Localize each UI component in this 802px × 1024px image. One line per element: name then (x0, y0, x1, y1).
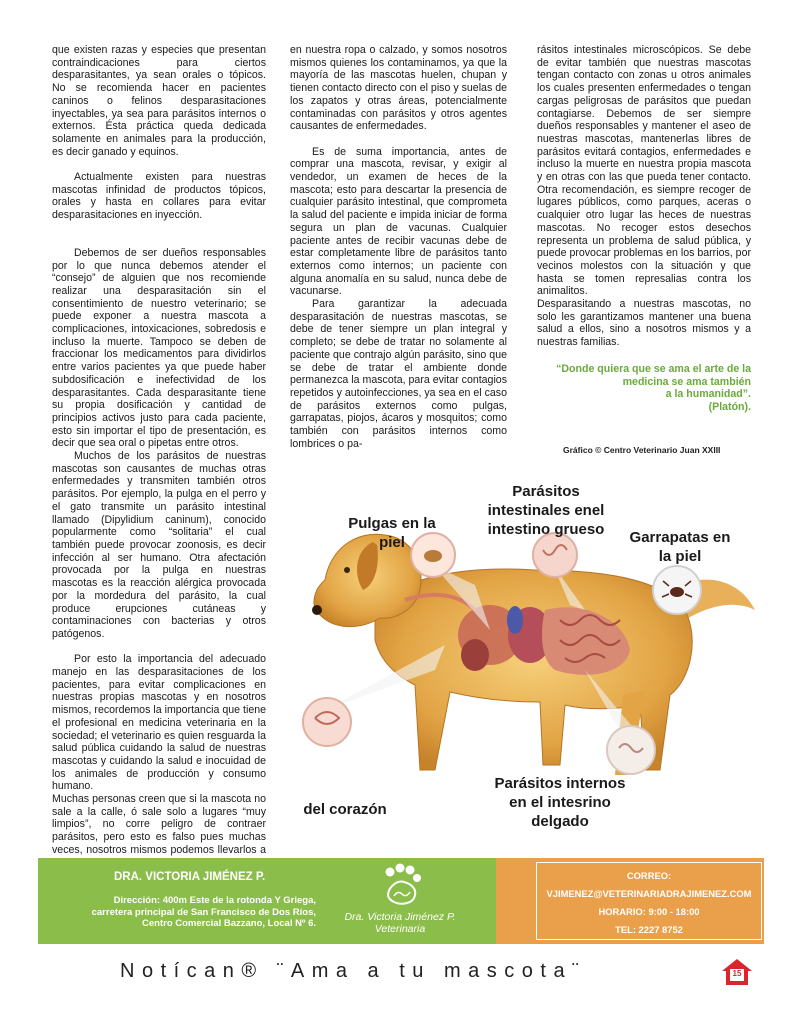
article-column-2 (290, 44, 507, 450)
banner-right (496, 858, 764, 944)
plato-quote: “Donde quiera que se ama el arte de la medicina se ama también a la humanidad”. (Platón). (556, 362, 751, 413)
page-number: 15 (732, 969, 742, 978)
hours: HORARIO: 9:00 - 18:00 (598, 906, 700, 917)
magazine-tagline: Notícan® ¨Ama a tu mascota¨ (120, 960, 587, 982)
label-heart: del corazón (303, 801, 387, 818)
paragraph: Es de suma importancia, antes de comprar una mascota, revisar, y exigir al vendedor, un examen de heces de la mascota; esto para descartar la presencia de cualquier parásito intestinal, que comprometa la salud del paciente e impida iniciar de forma segura un plan de vacunas. Cualquier paciente antes de recibir vacunas debe de estar completamente libre de parásitos tanto externos como internos; un paciente con alguna anomalía en su salud, nunca debe de vacunarse. (290, 145, 507, 298)
paragraph: que existen razas y especies que presentan contraindicaciones para ciertos desparasitantes, ya sean orales o tópicos. No se recomienda hacer en pacientes caninos o felinos desparasitaciones inyectables, ya sea para parásitos internos o externos. Ésta práctica queda dedicada solamente en animales para la producción, es decir ganado y equinos. (52, 44, 266, 158)
label-large-intestine: Parásitos intestinales enel intestino grueso (487, 483, 605, 538)
paw-logo-icon (378, 862, 428, 910)
paragraph: en nuestra ropa o calzado, y somos nosotros mismos quienes los contaminamos, ya que la mayoría de las mascotas huelen, chupan y tienen contacto directo con el piso y suelas de los zapatos y otras áreas, potencialmente contaminadas con parásitos y otros agentes causantes de enfermedades. (290, 44, 507, 133)
clinic-address: Dirección: 400m Este de la rotonda Y Griega, carretera principal de San Francisco de Dos Ríos, Centro Comercial Bazzano, Local Nº 6. (91, 895, 316, 929)
phone: TEL: 2227 8752 (615, 924, 683, 935)
signature: Dra. Victoria Jiménez P. Veterinaria (344, 911, 456, 935)
dog-parasites-illustration (285, 470, 765, 840)
email-link[interactable]: VJIMENEZ@VETERINARIADRAJIMENEZ.COM (546, 888, 752, 899)
paragraph: Para garantizar la adecuada desparasitación de nuestras mascotas, se debe de tener siempre un plan integral y completo; se debe de tratar no solamente al paciente que contrajo algún parásito, sino que se debe de tratar el ambiente donde permanezca la mascota, para evitar contagios repetidos y autoinfecciones, ya sea en el caso de parásitos externos como pulgas, garrapatas, piojos, ácaros y mosquitos; como también con parásitos internos como lombrices o pa- (290, 298, 507, 450)
banner-left (38, 858, 496, 944)
paragraph: Muchas personas creen que si la mascota no sale a la calle, ó sale solo a lugares “muy limpios”, no corre peligro de contraer parásitos, pero esto es falso pues muchas veces, nosotros mismos podemos llevarlos a (52, 793, 266, 856)
article-column-3 (537, 44, 751, 414)
paragraph: Actualmente existen para nuestras mascotas infinidad de productos tópicos, orales y hasta en collares para evitar desparasitaciones en inyección. (52, 171, 266, 222)
label-fleas: Pulgas en la piel (348, 515, 436, 551)
label-small-intestine: Parásitos internos en el intesrino delgado (494, 775, 626, 830)
graphic-credit: Gráfico © Centro Veterinario Juan XXIII (563, 445, 721, 455)
vet-name: DRA. VICTORIA JIMÉNEZ P. (114, 871, 266, 883)
label-ticks: Garrapatas en la piel (629, 529, 731, 565)
paragraph: Muchos de los parásitos de nuestras mascotas son causantes de muchas otras enfermedades y transmiten también otros parásitos. Por ejemplo, la pulga en el perro y el gato transmite un parásito intestinal llamado (Dipylidium caninum), conocido popularmente como “solitaria” el cual también puede provocar zoonosis, es decir infección al ser humano. Otra afectación provocada por la pulga en nuestras mascotas es la reacción alérgica provocada por la mordedura del parásito, la cual produce erupciones cutáneas y contaminaciones con bacterias y otros patógenos. (52, 450, 266, 640)
paragraph: Debemos de ser dueños responsables por lo que nunca debemos atender el “consejo” de alguien que nos recomiende realizar una desparasitación sin el consentimiento de nuestro veterinario; se puede exponer a nuestra mascota a complicaciones, intoxicaciones, sobredosis e incluso la muerte. Tampoco se deben de fraccionar los medicamentos para dividirlos entre varios pacientes ya que puede haber subdosificación e inefectividad de los desparasitantes. Cada desparasitante tiene su propia dosificación y cantidad de principios activos justo para cada paciente, esto sin importar el tipo de presentación, es decir que sea oral o pipetas entre otros. (52, 246, 266, 450)
vet-clinic-banner (38, 858, 764, 944)
page-number-badge (718, 957, 756, 987)
email-label: CORREO: (626, 870, 672, 881)
paragraph: Por esto la importancia del adecuado manejo en las desparasitaciones de los pacientes, para evitar complicaciones en nuestras propias mascotas y en nosotros mismos, recordemos la importancia que tiene el profesional en medicina veterinaria en la sociedad; el veterinario es quien resguarda la salud pública cuidando la salud de nuestras mascotas y cuidando la salud e inocuidad de los animales de producción y consumo humano. (52, 653, 266, 793)
paragraph: rásitos intestinales microscópicos. Se debe de evitar también que nuestras mascotas tengan contacto con zonas u otros animales los cuales presenten enfermedades o tengan cargas peligrosas de parásitos que puedan contagiarse. Debemos de ser siempre dueños responsables y mantener el aseo de nuestras mascotas, mantenerlas libres de parásitos evitará contagios, enfermedades e incluso la muerte en nuestra propia mascota y en otras con las que pueda tener contacto. Otra recomendación, es siempre recoger de lugares públicos, como parques, aceras o cualquier otro lugar las heces de nuestras mascotas. No recoger estos desechos representa un problema de salud pública, y puede provocar problemas en los barrios, por vecinos molestos con la situación y que hasta se tomen represalias contra los animalitos. (537, 44, 751, 298)
paragraph: Desparasitando a nuestras mascotas, no solo les garantizamos mantener una buena salud a ellos, sino a nosotros mismos y a nuestras familias. (537, 298, 751, 349)
contact-box (536, 862, 762, 940)
article-column-1 (52, 44, 266, 869)
